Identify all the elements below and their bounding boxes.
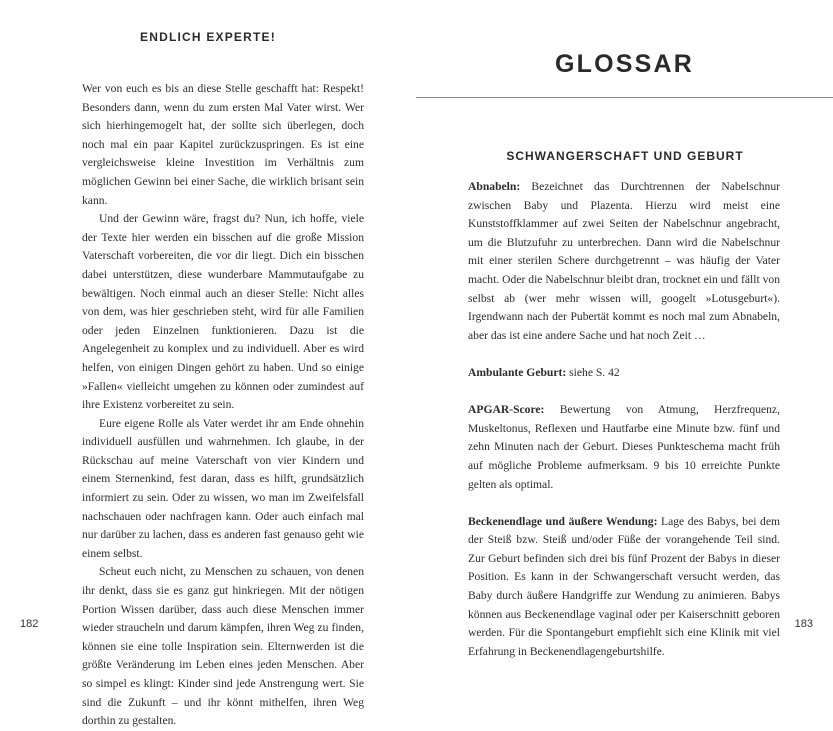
glossary-entry	[468, 178, 780, 345]
running-head: ENDLICH EXPERTE!	[140, 30, 276, 44]
page-number: 183	[794, 618, 813, 630]
page-number: 182	[20, 618, 39, 630]
body-text	[82, 80, 364, 731]
right-page	[416, 0, 833, 658]
section-heading: SCHWANGERSCHAFT UND GEBURT	[506, 149, 744, 163]
glossary-definition: siehe S. 42	[569, 365, 620, 379]
glossary-entry	[468, 401, 780, 494]
glossary-term: Abnabeln:	[468, 180, 521, 193]
glossary-entry	[468, 513, 780, 662]
glossary-term: Ambulante Geburt:	[468, 365, 567, 379]
glossary-definition: Lage des Babys, bei dem der Steiß bzw. Steiß und/oder Füße der vorangehende Teil sind. Zur Geburt befinden sich drei bis fünf Prozent der Babys in dieser Position. Es kann in der Schwangerschaft versucht werden, das Baby durch äußere Handgriffe zur Wendung zu animieren. Babys können aus Beckenendlage vaginal oder per Kaiserschnitt geboren werden. Für die Spontangeburt empfiehlt sich eine Klinik mit viel Erfahrung in Beckenendlagengeburtshilfe.	[468, 514, 780, 658]
paragraph: Wer von euch es bis an diese Stelle geschafft hat: Respekt! Besonders dann, wenn du zum ersten Mal Vater wirst. Wer sich hierhingemogelt hat, der sollte sich überlegen, doch noch mal ein paar Kapitel zurückzuspringen. Es ist eine vergleichsweise kleine Investition im Verhältnis zum möglichen Gewinn bei einer Sache, die wirklich brisant sein kann.	[82, 82, 364, 207]
glossary-entry	[468, 364, 780, 383]
chapter-title: GLOSSAR	[554, 50, 695, 78]
paragraph: Eure eigene Rolle als Vater werdet ihr am Ende ohnehin individuell ausfüllen und wahrnehmen. Ich glaube, in der Rückschau auf meine Vaterschaft von vier Kindern und einem Sternenkind, fest daran, dass es hilft, grundsätzlich informiert zu sein. Oder zu wissen, wo man im Zweifelsfall nachschauen oder nachfragen kann. Oder auch einfach mal nur darüber zu lachen, dass es anderen fast genauso geht wie einem selbst.	[82, 416, 364, 560]
glossary-term: APGAR-Score:	[468, 403, 545, 417]
paragraph: Und der Gewinn wäre, fragst du? Nun, ich hoffe, viele der Texte hier werden ein bisschen auf die große Mission Vaterschaft vorbereiten, die vor dir liegt. Dich ein bisschen dabei unterstützen, diese wunderbare Mammutaufgabe zu bewältigen. Noch einmal auch an dieser Stelle: Nicht alles von dem, was hier geschrieben steht, wird für alle Familien oder jeden Einzelnen funktionieren. Dazu ist die Angelegenheit zu komplex und zu individuell. Aber es wird helfen, von einigen Dingen gehört zu haben. Und so einige »Fallen« vielleicht umgehen zu können oder zumindest auf ihre Existenz vorbereitet zu sein.	[82, 212, 364, 412]
paragraph: Scheut euch nicht, zu Menschen zu schauen, von denen ihr denkt, dass sie es ganz gut hinkriegen. Mit der nötigen Portion Wissen darüber, dass auch diese Menschen immer wieder straucheln und darum kämpfen, ihren Weg zu finden, können sie eine tolle Inspiration sein. Elternwerden ist die größte Veränderung im Leben eines jeden Menschen. Aber so simpel es klingt: Kinder sind jede Anstrengung wert. Sie sind die Zukunft – und ihr könnt mithelfen, ihren Weg dorthin zu gestalten.	[82, 565, 364, 728]
glossary-definition: Bewertung von Atmung, Herzfrequenz, Muskeltonus, Reflexen und Hautfarbe eine Minute bzw. fünf und zehn Minuten nach der Geburt. Dieses Punkteschema macht früh auf mögliche Probleme aufmerksam. 9 bis 10 erreichte Punkte gelten als optimal.	[468, 403, 780, 491]
glossary-term: Beckenendlage und äußere Wendung:	[468, 514, 658, 528]
glossary-definition: Bezeichnet das Durchtrennen der Nabelschnur zwischen Baby und Plazenta. Hierzu wird meist eine Kunststoffklammer auf zwei Seiten der Nabelschnur angebracht, um die Blutzufuhr zu unterbrechen. Dann wird die Nabelschnur mit einer sterilen Schere durchgetrennt – was häufig der Vater macht. Oder die Nabelschnur bleibt dran, trocknet ein und fällt von selbst ab (wer mehr wissen will, googelt »Lotusgeburt«). Irgendwann nach der Pubertät kommt es noch mal zum Abnabeln, aber das ist eine andere Sache und hat noch Zeit …	[468, 180, 780, 342]
title-rule	[416, 97, 833, 98]
left-page	[0, 0, 416, 728]
glossary-list	[468, 178, 780, 680]
